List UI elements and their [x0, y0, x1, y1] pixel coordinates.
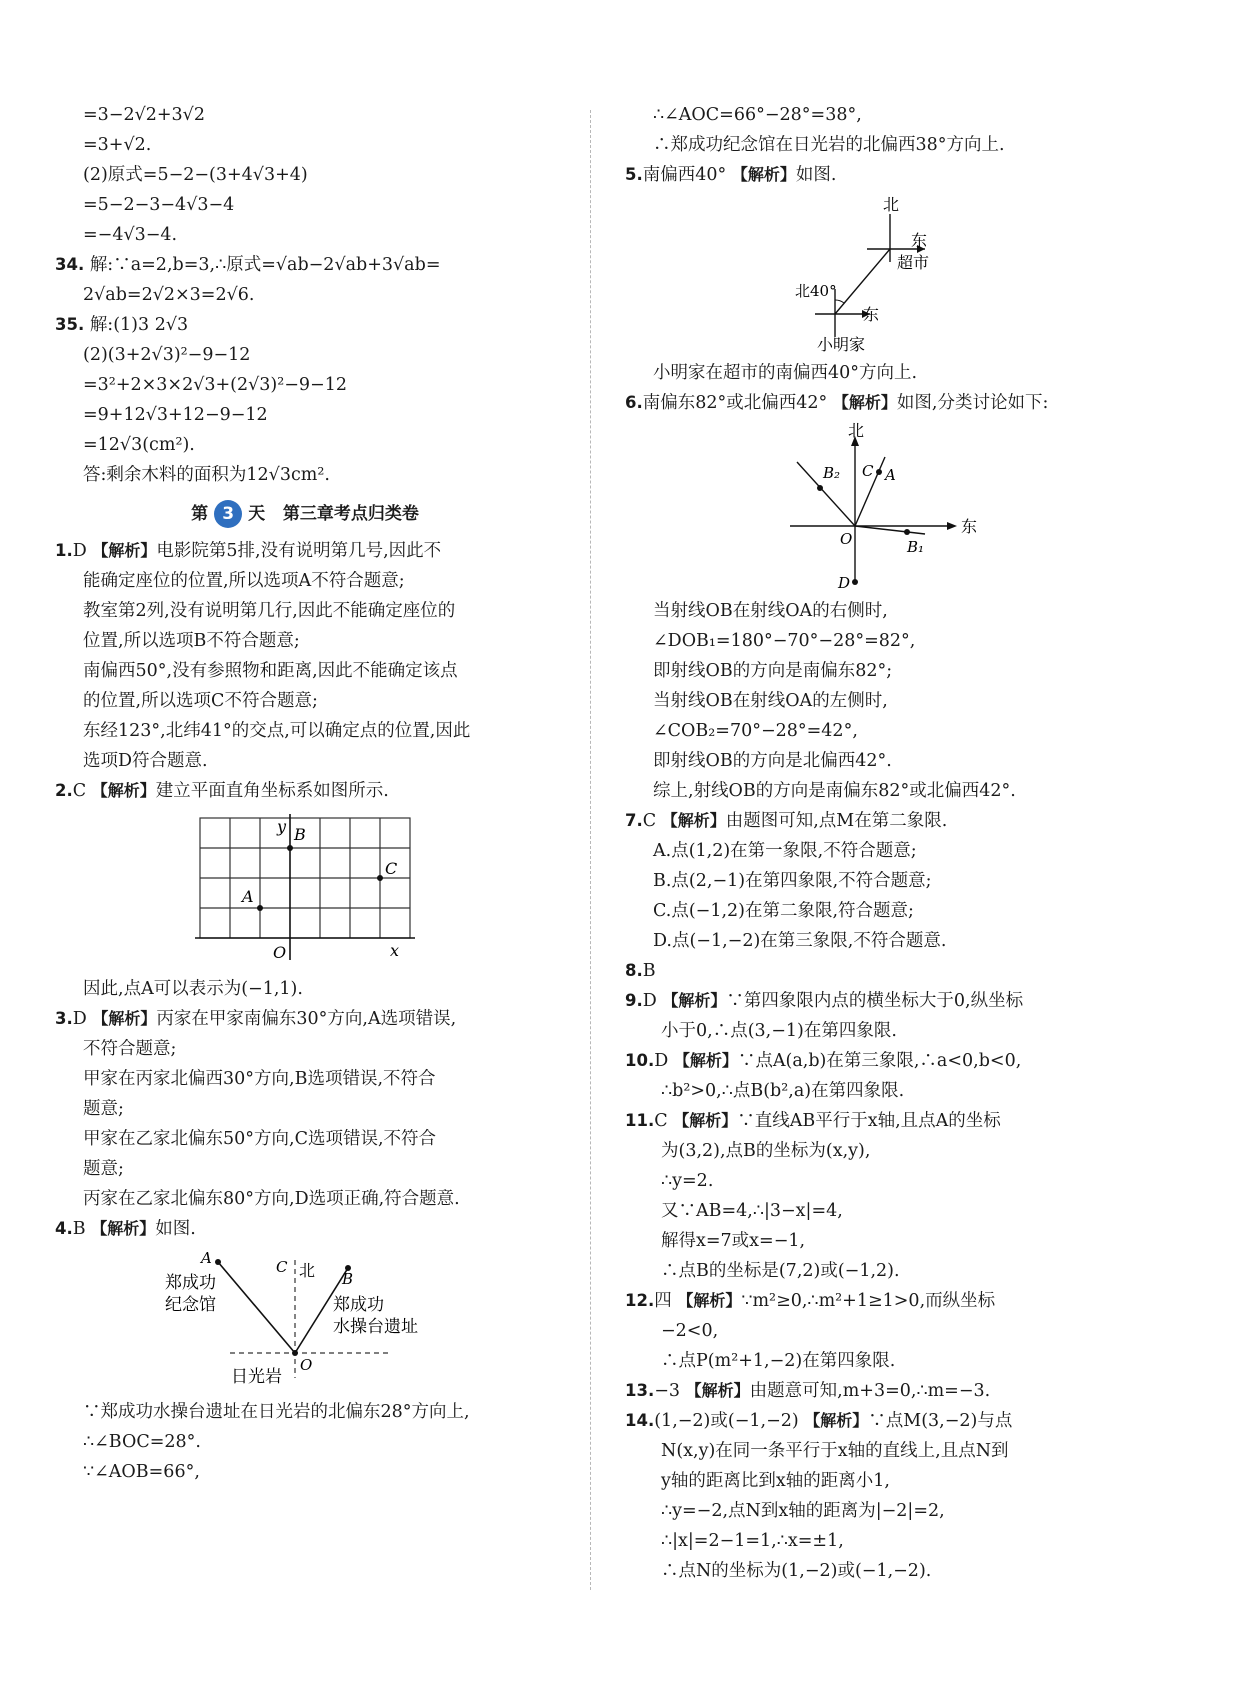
text-line: (2)(3+2√3)²−9−12	[83, 345, 251, 365]
day-number-badge: 3	[214, 500, 242, 528]
text-line: 即射线OB的方向是南偏东82°;	[653, 661, 893, 681]
text-line: =3−2√2+3√2	[83, 105, 205, 125]
analysis-tag: 【解析】	[677, 1291, 742, 1310]
direction-figure-q5	[625, 194, 1145, 354]
question-number: 5.	[625, 165, 643, 184]
point-a-label: A	[242, 887, 254, 906]
origin-label: O	[273, 943, 287, 962]
question-5	[625, 160, 1165, 190]
point-c-label: C	[276, 1258, 288, 1276]
text-line: 解:(1)3 2√3	[89, 315, 189, 335]
analysis-tag: 【解析】	[731, 165, 796, 184]
question-number: 14.	[625, 1411, 655, 1430]
direction-figure-q4	[55, 1248, 535, 1393]
left-column	[55, 100, 555, 1487]
question-number: 35.	[55, 315, 85, 334]
coordinate-grid-figure	[55, 810, 535, 970]
analysis-tag: 【解析】	[673, 1051, 738, 1070]
y-axis-label: y	[277, 817, 287, 836]
ruins-label-1: 郑成功	[333, 1295, 384, 1315]
answer: D	[654, 1051, 669, 1071]
text-line: =−4√3−4.	[83, 225, 178, 245]
question-number: 34.	[55, 255, 85, 274]
text-line: 当射线OB在射线OA的左侧时,	[653, 691, 888, 711]
east-label-2: 东	[863, 305, 880, 324]
point-a-label: A	[885, 466, 896, 484]
day-suffix: 天	[248, 504, 266, 524]
text-line: 答:剩余木料的面积为12√3cm².	[83, 465, 330, 485]
text-line: =9+12√3+12−9−12	[83, 405, 268, 425]
east-label-1: 东	[911, 231, 928, 250]
text-line: 由题图可知,点M在第二象限.	[725, 811, 948, 831]
answer: C	[72, 781, 87, 801]
text-line: ∴点P(m²+1,−2)在第四象限.	[661, 1351, 896, 1371]
text-line: ∠COB₂=70°−28°=42°,	[653, 721, 858, 741]
text-line: (2)原式=5−2−(3+4√3+4)	[83, 165, 308, 185]
text-line: 小于0,∴点(3,−1)在第四象限.	[661, 1021, 897, 1041]
north-40-label: 北40°	[795, 282, 837, 300]
point-b2-label: B₂	[823, 464, 841, 482]
home-label: 小明家	[817, 335, 866, 354]
text-line: 2√ab=2√2×3=2√6.	[83, 285, 255, 305]
text-line: 即射线OB的方向是北偏西42°.	[653, 751, 892, 771]
text-line: ∴y=2.	[661, 1171, 714, 1191]
analysis-tag: 【解析】	[685, 1381, 750, 1400]
text-line: 的位置,所以选项C不符合题意;	[83, 691, 318, 711]
question-11	[625, 1106, 1165, 1136]
text-line: 丙家在甲家南偏东30°方向,A选项错误,	[156, 1009, 457, 1029]
text-line: ∵郑成功水操台遗址在日光岩的北偏东28°方向上,	[83, 1402, 470, 1422]
question-number: 4.	[55, 1219, 73, 1238]
north-label: 北	[848, 422, 865, 440]
text-line: 当射线OB在射线OA的右侧时,	[653, 601, 888, 621]
market-label: 超市	[897, 253, 930, 272]
question-7	[625, 806, 1165, 836]
analysis-tag: 【解析】	[673, 1111, 738, 1130]
north-label: 北	[883, 195, 900, 214]
text-line: B.点(2,−1)在第四象限,不符合题意;	[653, 871, 932, 891]
text-line: D.点(−1,−2)在第三象限,不符合题意.	[653, 931, 947, 951]
text-line: 题意;	[83, 1159, 124, 1179]
answer: B	[642, 961, 656, 981]
answer: 四	[654, 1291, 672, 1311]
analysis-tag: 【解析】	[91, 781, 156, 800]
text-line: ∴y=−2,点N到x轴的距离为|−2|=2,	[661, 1501, 945, 1521]
text-line: 能确定座位的位置,所以选项A不符合题意;	[83, 571, 405, 591]
x-axis-label: x	[390, 941, 400, 960]
text-line: 综上,射线OB的方向是南偏东82°或北偏西42°.	[653, 781, 1016, 801]
question-8	[625, 956, 1165, 986]
sunlight-rock-label: 日光岩	[231, 1367, 282, 1387]
text-line: N(x,y)在同一条平行于x轴的直线上,且点N到	[661, 1441, 1009, 1461]
question-number: 13.	[625, 1381, 655, 1400]
answer: (1,−2)或(−1,−2)	[654, 1411, 799, 1431]
right-column	[625, 100, 1165, 1586]
text-line: ∴∠BOC=28°.	[83, 1432, 201, 1452]
point-b-label: B	[342, 1270, 354, 1288]
memorial-label-1: 郑成功	[165, 1273, 216, 1293]
text-line: ∵点A(a,b)在第三象限,∴a<0,b<0,	[737, 1051, 1022, 1071]
question-1	[55, 536, 555, 566]
text-line: 为(3,2),点B的坐标为(x,y),	[661, 1141, 871, 1161]
text-line: ∵m²≥0,∴m²+1≥1>0,而纵坐标	[741, 1291, 996, 1311]
answer: B	[72, 1219, 86, 1239]
text-line: 甲家在乙家北偏东50°方向,C选项错误,不符合	[83, 1129, 437, 1149]
question-number: 8.	[625, 961, 643, 980]
text-line: 如图.	[795, 165, 837, 185]
point-b-label: B	[294, 825, 306, 844]
question-13	[625, 1376, 1165, 1406]
analysis-tag: 【解析】	[92, 1009, 157, 1028]
question-10	[625, 1046, 1165, 1076]
analysis-tag: 【解析】	[662, 991, 727, 1010]
text-line: 丙家在乙家北偏东80°方向,D选项正确,符合题意.	[83, 1189, 460, 1209]
analysis-tag: 【解析】	[91, 1219, 156, 1238]
text-line: =12√3(cm²).	[83, 435, 195, 455]
north-label: 北	[299, 1261, 316, 1280]
question-number: 12.	[625, 1291, 655, 1310]
question-number: 11.	[625, 1111, 655, 1130]
text-line: y轴的距离比到x轴的距离小1,	[661, 1471, 890, 1491]
east-arrow	[947, 522, 957, 530]
text-line: ∴|x|=2−1=1,∴x=±1,	[661, 1531, 844, 1551]
point-b	[287, 845, 293, 851]
point-b1	[904, 529, 910, 535]
point-o-label: O	[300, 1356, 313, 1374]
point-a	[257, 905, 263, 911]
question-number: 6.	[625, 393, 643, 412]
question-35	[55, 310, 555, 340]
text-line: ∴∠AOC=66°−28°=38°,	[653, 105, 862, 125]
question-2	[55, 776, 555, 806]
question-3	[55, 1004, 555, 1034]
text-line: ∠DOB₁=180°−70°−28°=82°,	[653, 631, 916, 651]
east-label: 东	[961, 517, 978, 536]
question-6	[625, 388, 1165, 418]
question-number: 1.	[55, 541, 73, 560]
text-line: 又∵AB=4,∴|3−x|=4,	[661, 1201, 843, 1221]
text-line: 小明家在超市的南偏西40°方向上.	[653, 363, 918, 383]
question-number: 10.	[625, 1051, 655, 1070]
text-line: −2<0,	[661, 1321, 719, 1341]
ray-ob1	[855, 526, 925, 534]
text-line: =3+√2.	[83, 135, 152, 155]
answer: D	[72, 1009, 87, 1029]
point-c	[377, 875, 383, 881]
text-line: C.点(−1,2)在第二象限,符合题意;	[653, 901, 914, 921]
text-line: 题意;	[83, 1099, 124, 1119]
point-a	[876, 469, 882, 475]
answer: C	[654, 1111, 668, 1131]
text-line: 解:∵a=2,b=3,∴原式=√ab−2√ab+3√ab=	[89, 255, 441, 275]
answer: C	[642, 811, 657, 831]
text-line: 教室第2列,没有说明第几行,因此不能确定座位的	[83, 601, 456, 621]
point-c-label: C	[862, 462, 874, 480]
point-a	[215, 1259, 221, 1265]
text-line: 解得x=7或x=−1,	[661, 1231, 806, 1251]
day-title: 第三章考点归类卷	[282, 504, 419, 524]
day-header	[55, 496, 555, 532]
point-a-label: A	[201, 1249, 212, 1267]
question-number: 9.	[625, 991, 643, 1010]
question-4	[55, 1214, 555, 1244]
day-prefix: 第	[191, 504, 209, 524]
question-12	[625, 1286, 1165, 1316]
question-34	[55, 250, 555, 280]
point-d-label: D	[838, 574, 851, 592]
text-line: A.点(1,2)在第一象限,不符合题意;	[653, 841, 917, 861]
origin-label: O	[840, 530, 853, 548]
analysis-tag: 【解析】	[832, 393, 897, 412]
text-line: 选项D符合题意.	[83, 751, 208, 771]
text-line: 位置,所以选项B不符合题意;	[83, 631, 300, 651]
analysis-tag: 【解析】	[804, 1411, 869, 1430]
text-line: ∴郑成功纪念馆在日光岩的北偏西38°方向上.	[653, 135, 1005, 155]
text-line: 电影院第5排,没有说明第几号,因此不	[156, 541, 442, 561]
answer: D	[642, 991, 657, 1011]
point-b1-label: B₁	[907, 538, 925, 556]
answer: 南偏西40°	[642, 165, 727, 185]
point-c-label: C	[385, 859, 398, 878]
text-line: ∴点B的坐标是(7,2)或(−1,2).	[661, 1261, 900, 1281]
text-line: 东经123°,北纬41°的交点,可以确定点的位置,因此	[83, 721, 471, 741]
direction-figure-q6	[625, 422, 1145, 592]
question-14	[625, 1406, 1165, 1436]
memorial-label-2: 纪念馆	[165, 1295, 216, 1315]
text-line: 由题意可知,m+3=0,∴m=−3.	[749, 1381, 991, 1401]
point-b2	[817, 485, 823, 491]
text-line: ∵第四象限内点的横坐标大于0,纵坐标	[726, 991, 1024, 1011]
answer: 南偏东82°或北偏西42°	[642, 393, 828, 413]
text-line: ∴点N的坐标为(1,−2)或(−1,−2).	[661, 1561, 932, 1581]
text-line: 如图,分类讨论如下:	[896, 393, 1049, 413]
ruins-label-2: 水操台遗址	[333, 1317, 418, 1337]
angle-arc	[835, 300, 844, 303]
text-line: =5−2−3−4√3−4	[83, 195, 235, 215]
text-line: =3²+2×3×2√3+(2√3)²−9−12	[83, 375, 347, 395]
text-line: 因此,点A可以表示为(−1,1).	[83, 979, 303, 999]
point-o	[292, 1350, 298, 1356]
answer: D	[72, 541, 87, 561]
question-number: 2.	[55, 781, 73, 800]
question-9	[625, 986, 1165, 1016]
text-line: ∵点M(3,−2)与点	[868, 1411, 1013, 1431]
text-line: ∵直线AB平行于x轴,且点A的坐标	[737, 1111, 1001, 1131]
analysis-tag: 【解析】	[661, 811, 726, 830]
question-number: 7.	[625, 811, 643, 830]
text-line: 如图.	[155, 1219, 196, 1239]
question-number: 3.	[55, 1009, 73, 1028]
text-line: 甲家在丙家北偏西30°方向,B选项错误,不符合	[83, 1069, 436, 1089]
text-line: ∴b²>0,∴点B(b²,a)在第四象限.	[661, 1081, 905, 1101]
analysis-tag: 【解析】	[92, 541, 157, 560]
text-line: 不符合题意;	[83, 1039, 177, 1059]
text-line: 南偏西50°,没有参照物和距离,因此不能确定该点	[83, 661, 458, 681]
text-line: 建立平面直角坐标系如图所示.	[155, 781, 389, 801]
column-divider	[590, 110, 591, 1590]
text-line: ∵∠AOB=66°,	[83, 1462, 200, 1482]
answer: −3	[654, 1381, 681, 1401]
point-d	[852, 579, 858, 585]
